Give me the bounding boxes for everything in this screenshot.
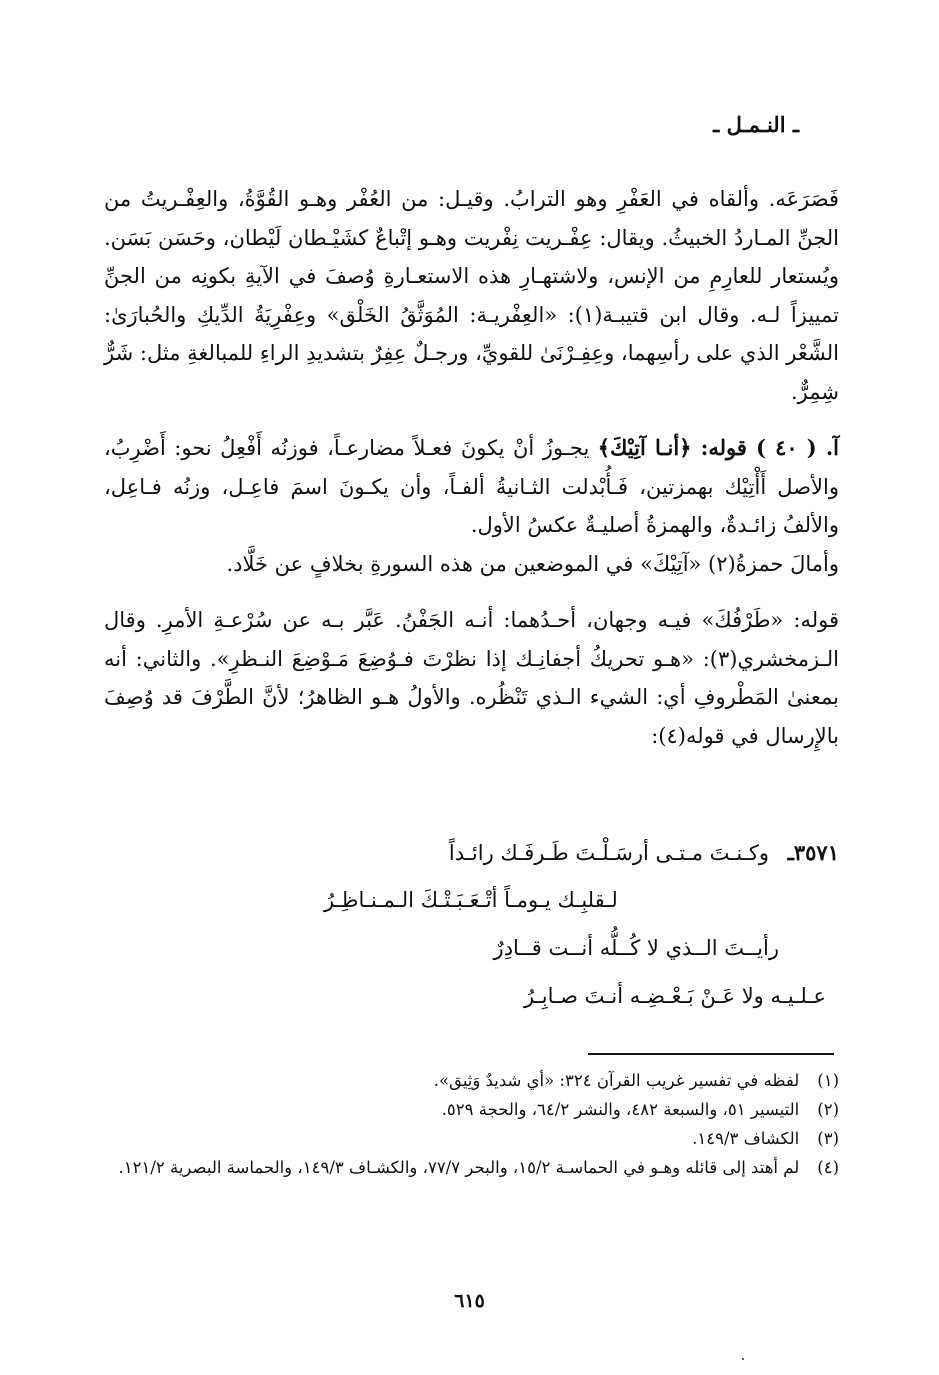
- footnote-rule: [588, 1053, 834, 1055]
- footnote-1: [104, 1066, 839, 1095]
- page-number: ٦١٥: [454, 1290, 485, 1312]
- footnote-2: [104, 1095, 839, 1124]
- footnote-text: لم أهتد إلى قائله وهـو في الحماسـة ١٥/٢، والبحر ٧٧/٧، والكشـاف ١٤٩/٣، والحماسة البصرية ١٢١/٢.: [118, 1158, 800, 1177]
- paragraph-tarfuk: قوله: «طَرْفُكَ» فيـه وجهان، أحـدُهما: أنـه الجَفْنُ. عَبَّر بـه عن سُرْعـةِ الأمرِ. وقال الـزمخشري(٣): «هـو تحريكُ أجفانِـك إذا نظرْتَ فـوُضِعَ مَـوْضِعَ النـظرِ». والثاني: أنه بمعنىٰ المَطْروفِ أي: الشيء الـذي تَنْظُره. والأولُ هـو الظاهرُ؛ لأنَّ الطَّرْفَ قد وُصِفَ بالإِرسال في قوله(٤):: [104, 608, 839, 748]
- footnote-4: [104, 1153, 839, 1182]
- poem-line-1: ٣٥٧١ـ وكـنـتَ مـتـى أرسَـلْـتَ طَـرفَـك رائـداً: [448, 840, 839, 865]
- verse-commentary: يجـوزُ أنْ يكونَ فعـلاً مضارعـاً، فوزنُه أَفْعِلُ نحو: أَضْرِبُ، والأصل أَأْتِيْك بهمزتين، فَـأُبْدلت الثـانيةُ ألفـاً، وأن يكـونَ اسمَ فاعِـل، وزنُه فـاعِل، والألفُ زائـدةٌ، والهمزةُ أصليـةٌ عكسُ الأول.: [104, 436, 839, 537]
- paragraph-1: فَصَرَعَه. وألقاه في العَفْرِ وهو الترابُ. وقيـل: من العُفْر وهـو القُوَّةُ، والعِفْـريتُ من الجنِّ المـاردُ الخبيثُ. ويقال: عِفْـريت نِفْريت وهـو إتْباعٌ كشَيْـطان لَيْطان، وحَسَن بَسَن. ويُستعار للعارِمِ من الإنس، ولاشتهـارِ هذه الاستعـارةِ وُصفَ في الآيةِ بكونِه من الجنِّ تمييزاً لـه. وقال ابن قتيبـة(١): «العِفْريـة: المُوَثَّقُ الخَلْق» وعِفْرِيَةُ الدِّيكِ والحُبارَىٰ: الشَّعْر الذي على رأسِهما، وعِفِـرْنَىٰ للقويِّ، ورجـلٌ عِفِرٌ بتشديدِ الراءِ للمبالغةِ مثل: شَرٌّ شِمِرٌّ.: [104, 187, 839, 404]
- paragraph-hamza: وأمالَ حمزةُ(٢) «آتِيْكَ» في الموضعين من هذه السورةِ بخلافٍ عن خَلَّاد.: [226, 551, 839, 576]
- paragraph-verse-40: [104, 429, 839, 545]
- footnote-number: (٤): [817, 1158, 839, 1177]
- poem-number: ٣٥٧١ـ: [787, 840, 839, 865]
- main-text: [104, 180, 839, 755]
- poem-line-3: رأيــتَ الــذي لا كُــلُّه أنــت قــادِرٌ: [493, 936, 779, 960]
- footnotes: [104, 1066, 839, 1182]
- footnote-number: (٣): [817, 1129, 839, 1148]
- footnote-text: الكشاف ١٤٩/٣.: [692, 1129, 800, 1148]
- poem-line-4: عـلـيـه ولا عَـنْ بَـعْـضِـه أنـتَ صـابِـرُ: [524, 984, 827, 1008]
- poem-line-2: لـقلبِـك يـومـاً أتْـعَـبَـتْـكَ الـمـنـاظِـرُ: [324, 888, 618, 912]
- scan-speck: [742, 1358, 744, 1360]
- footnote-text: لفظه في تفسير غريب القرآن ٣٢٤: «أي شديدٌ وَثِيق».: [433, 1071, 800, 1090]
- verse-heading: آ. ( ٤٠ ) قوله: ﴿أنـا آتِيْكَ﴾: [597, 435, 839, 460]
- running-header: ـ النـمـل ـ: [713, 112, 799, 137]
- footnote-text: التيسير ٥١، والسبعة ٤٨٢، والنشر ٦٤/٢، والحجة ٥٢٩.: [441, 1100, 800, 1119]
- footnote-number: (٢): [817, 1100, 839, 1119]
- footnote-3: [104, 1124, 839, 1153]
- footnote-number: (١): [817, 1071, 839, 1090]
